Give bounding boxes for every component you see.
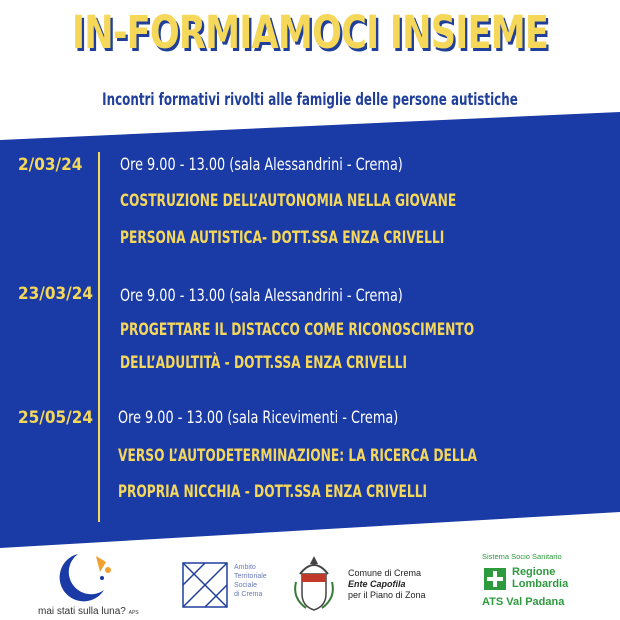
comune-name: Comune di Crema <box>348 568 422 578</box>
ats-name: ATS Val Padana <box>482 596 565 608</box>
regione-cross-icon <box>484 568 506 590</box>
page-title: IN-FORMIAMOCI INSIEME <box>71 6 549 59</box>
ambito-line: di Crema <box>234 591 263 598</box>
coat-of-arms-icon <box>290 552 338 614</box>
event-topic: COSTRUZIONE DELL’AUTONOMIA NELLA GIOVANE <box>120 191 457 211</box>
luna-logo <box>38 550 139 617</box>
event-topic: VERSO L’AUTODETERMINAZIONE: LA RICERCA DELLA <box>118 446 477 466</box>
regione-system: Sistema Socio Sanitario <box>482 552 562 561</box>
moon-icon <box>38 550 128 602</box>
luna-suffix: APS <box>128 610 139 616</box>
comune-logo <box>290 552 426 618</box>
timeline-divider <box>98 152 100 522</box>
event-info: Ore 9.00 - 13.00 (sala Ricevimenti - Crema) <box>118 408 399 428</box>
event-topic: PERSONA AUTISTICA- DOTT.SSA ENZA CRIVELLI <box>120 228 445 248</box>
event-info: Ore 9.00 - 13.00 (sala Alessandrini - Crema) <box>120 286 403 306</box>
comune-role: Ente Capofila <box>348 579 406 589</box>
event-topic: DELL’ADULTITÀ - DOTT.SSA ENZA CRIVELLI <box>120 353 408 373</box>
event-date: 25/05/24 <box>18 408 94 428</box>
ambito-line: Ambito <box>234 564 256 571</box>
event-date: 23/03/24 <box>18 284 94 304</box>
event-date: 2/03/24 <box>18 155 83 175</box>
footer-logos <box>0 550 620 620</box>
comune-plan: per il Piano di Zona <box>348 590 426 600</box>
page-subtitle: Incontri formativi rivolti alle famiglie delle persone autistiche <box>102 90 518 110</box>
event-topic: PROPRIA NICCHIA - DOTT.SSA ENZA CRIVELLI <box>118 482 428 502</box>
regione-logo <box>482 552 569 608</box>
ambito-mark-icon <box>182 562 228 608</box>
event-info: Ore 9.00 - 13.00 (sala Alessandrini - Crema) <box>120 155 403 175</box>
event-topic: PROGETTARE IL DISTACCO COME RICONOSCIMENTO <box>120 320 475 340</box>
regione-name: Lombardia <box>512 578 569 590</box>
ambito-line: Territoriale <box>234 573 267 580</box>
regione-name: Regione <box>512 566 556 578</box>
luna-name: mai stati sulla luna? <box>38 606 126 617</box>
ambito-logo <box>182 562 267 612</box>
ambito-line: Sociale <box>234 582 257 589</box>
